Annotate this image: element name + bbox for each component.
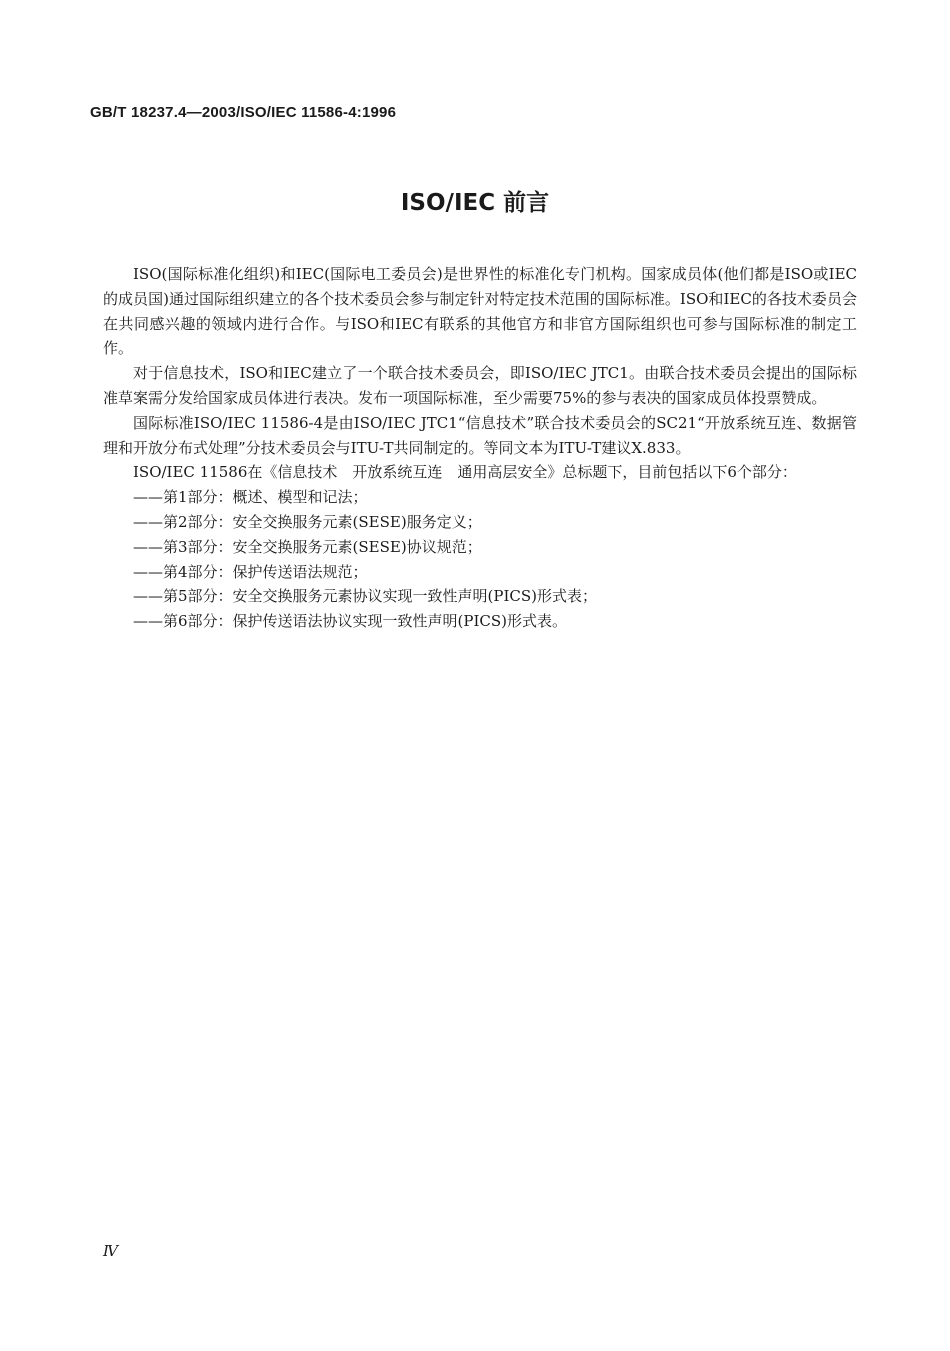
- list-item: ——第4部分：保护传送语法规范；: [133, 562, 368, 581]
- parts-list: [103, 485, 857, 634]
- list-item: ——第1部分：概述、模型和记法；: [133, 488, 368, 507]
- foreword-body: [103, 262, 857, 634]
- list-item: ——第3部分：安全交换服务元素(SESE)协议规范；: [133, 537, 482, 556]
- list-item: ——第2部分：安全交换服务元素(SESE)服务定义；: [133, 512, 482, 531]
- list-item: ——第6部分：保护传送语法协议实现一致性声明(PICS)形式表。: [133, 612, 568, 631]
- paragraph-parts-intro: ISO/IEC 11586在《信息技术 开放系统互连 通用高层安全》总标题下，目前包括以下6个部分：: [133, 463, 797, 482]
- document-code-header: GB/T 18237.4—2003/ISO/IEC 11586-4:1996: [90, 104, 397, 121]
- page-title: ISO/IEC 前言: [400, 190, 550, 216]
- list-item: ——第5部分：安全交换服务元素协议实现一致性声明(PICS)形式表；: [133, 587, 598, 606]
- paragraph-jtc1: 对于信息技术，ISO和IEC建立了一个联合技术委员会，即ISO/IEC JTC1。由联合技术委员会提出的国际标准草案需分发给国家成员体进行表决。发布一项国际标准，至少需要75%的参与表决的国家成员体投票赞成。: [103, 364, 857, 407]
- paragraph-standard-origin: 国际标准ISO/IEC 11586-4是由ISO/IEC JTC1“信息技术”联合技术委员会的SC21“开放系统互连、数据管理和开放分布式处理”分技术委员会与ITU-T共同制定的。等同文本为ITU-T建议X.833。: [103, 413, 857, 457]
- page-number: Ⅳ: [103, 1242, 118, 1260]
- paragraph-iso-iec-intro: ISO(国际标准化组织)和IEC(国际电工委员会)是世界性的标准化专门机构。国家成员体(他们都是ISO或IEC的成员国)通过国际组织建立的各个技术委员会参与制定针对特定技术范围的国际标准。ISO和IEC的各技术委员会在共同感兴趣的领域内进行合作。与ISO和IEC有联系的其他官方和非官方国际组织也可参与国际标准的制定工作。: [103, 265, 857, 358]
